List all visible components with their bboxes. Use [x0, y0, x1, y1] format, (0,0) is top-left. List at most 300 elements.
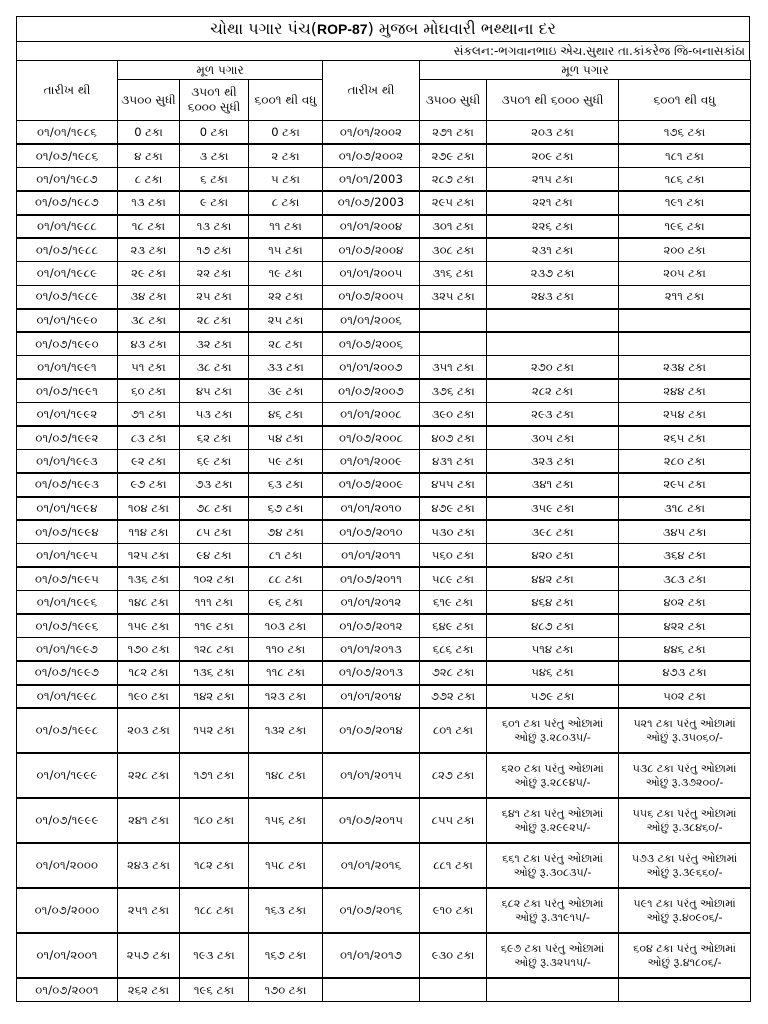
rate-above-6000-left-cell: ૧૩૨ ટકા [249, 708, 323, 753]
rate-upto-3500-left-cell: ૩૮ ટકા [118, 309, 180, 333]
rate-above-6000-left-cell: ૧૭૦ ટકા [249, 978, 323, 1002]
rate-3501-6000-left-cell: ૪૫ ટકા [180, 379, 249, 403]
date-left-cell: ૦૧/૦૧/૧૯૯૫ [17, 544, 118, 568]
rate-upto-3500-left-cell: ૧૧૪ ટકા [118, 520, 180, 544]
rate-above-6000-right-cell: ૩૮૩ ટકા [619, 567, 751, 591]
date-left-cell: ૦૧/૦૧/૧૯૮૬ [17, 121, 118, 145]
rate-3501-6000-right-cell: ૨૩૧ ટકા [487, 238, 619, 262]
rate-upto-3500-left-cell: ૧૩૬ ટકા [118, 567, 180, 591]
date-left-cell: ૦૧/૦૧/૧૯૯૨ [17, 403, 118, 427]
rate-upto-3500-left-cell: ૨૨૮ ટકા [118, 753, 180, 798]
table-row [17, 238, 751, 262]
rate-above-6000-left-cell: ૩૩ ટકા [249, 356, 323, 380]
table-body [17, 121, 751, 1002]
date-right-cell: ૦૧/૦૭/૨૦૧૪ [323, 708, 420, 753]
rate-above-6000-right-cell: ૨૩૪ ટકા [619, 356, 751, 380]
rate-upto-3500-right-cell: ૨૮૭ ટકા [420, 168, 487, 192]
rate-above-6000-left-cell: ૧૫૮ ટકા [249, 843, 323, 888]
table-header [17, 61, 751, 121]
rate-above-6000-left-cell: ૬૩ ટકા [249, 473, 323, 497]
rate-above-6000-left-cell: ૧૬૩ ટકા [249, 888, 323, 933]
rate-above-6000-right-cell: ૨૮૦ ટકા [619, 450, 751, 474]
rate-3501-6000-right-cell [487, 708, 619, 753]
rate-upto-3500-left-cell: ૪ ટકા [118, 144, 180, 168]
date-right-cell: ૦૧/૦૧/૨૦૧૦ [323, 497, 420, 521]
rate-3501-6000-left-cell: ૭૩ ટકા [180, 473, 249, 497]
table-row [17, 520, 751, 544]
date-right-cell: ૦૧/૦૭/૨૦૧૨ [323, 614, 420, 638]
rate-above-6000-left-cell: ૬૭ ટકા [249, 497, 323, 521]
rate-above-6000-right-cell [619, 708, 751, 753]
rate-note-line-1: ૬૨૦ ટકા પરંતુ ઓછામાં [501, 761, 604, 775]
table-row [17, 168, 751, 192]
rate-3501-6000-left-cell: ૨૨ ટકા [180, 262, 249, 286]
table-row [17, 473, 751, 497]
rate-above-6000-right-cell: ૩૬૪ ટકા [619, 544, 751, 568]
rate-upto-3500-left-cell: ૧૦૪ ટકા [118, 497, 180, 521]
date-left-cell: ૦૧/૦૭/૧૯૯૮ [17, 708, 118, 753]
rate-3501-6000-left-cell: ૬ ટકા [180, 168, 249, 192]
rate-upto-3500-right-cell: ૪૫૫ ટકા [420, 473, 487, 497]
date-right-cell: ૦૧/૦૭/૨૦૧૬ [323, 888, 420, 933]
date-left-cell: ૦૧/૦૧/૧૯૯૭ [17, 638, 118, 662]
date-left-cell: ૦૧/૦૧/૧૯૯૬ [17, 591, 118, 615]
table-row [17, 285, 751, 309]
date-left-cell: ૦૧/૦૧/૧૯૮૯ [17, 262, 118, 286]
rate-upto-3500-left-cell: ૫૧ ટકા [118, 356, 180, 380]
date-right-cell: ૦૧/૦૭/૨૦૧૩ [323, 661, 420, 685]
rate-above-6000-left-cell: ૫ ટકા [249, 168, 323, 192]
date-right-cell: ૦૧/૦૧/૨૦૦૮ [323, 403, 420, 427]
rate-upto-3500-left-cell: ૧૭૦ ટકા [118, 638, 180, 662]
date-left-cell: ૦૧/૦૧/૨૦૦૦ [17, 843, 118, 888]
rate-note-line-1: ૫૨૧ ટકા પરંતુ ઓછામાં [633, 716, 736, 730]
table-row [17, 356, 751, 380]
date-right-cell: ૦૧/૦૧/૨૦૦૬ [323, 309, 420, 333]
rate-note-line-1: ૬૦૪ ટકા પરંતુ ઓછામાં [633, 941, 736, 955]
rate-3501-6000-left-cell: ૧૧૧ ટકા [180, 591, 249, 615]
rate-upto-3500-left-cell: ૮ ટકા [118, 168, 180, 192]
rate-above-6000-right-cell [619, 798, 751, 843]
rate-upto-3500-left-cell: ૮૩ ટકા [118, 426, 180, 450]
table-row [17, 215, 751, 239]
date-right-cell: ૦૧/૦૧/૨૦૧૪ [323, 685, 420, 709]
date-right-cell: ૦૧/૦૧/૨૦૧૫ [323, 753, 420, 798]
rate-above-6000-right-cell: ૩૪૫ ટકા [619, 520, 751, 544]
rate-3501-6000-right-cell [487, 753, 619, 798]
rate-upto-3500-right-cell: ૨૯૫ ટકા [420, 191, 487, 215]
rate-above-6000-left-cell: ૯૬ ટકા [249, 591, 323, 615]
rate-3501-6000-right-cell [487, 843, 619, 888]
rate-above-6000-left-cell: ૩૯ ટકા [249, 379, 323, 403]
rate-upto-3500-right-cell: ૫૮૯ ટકા [420, 567, 487, 591]
rate-3501-6000-left-cell: ૩૮ ટકા [180, 356, 249, 380]
table-row [17, 426, 751, 450]
rate-3501-6000-left-cell: ૬૯ ટકા [180, 450, 249, 474]
rate-above-6000-right-cell: ૪૭૩ ટકા [619, 661, 751, 685]
date-left-cell: ૦૧/૦૧/૧૯૯૧ [17, 356, 118, 380]
table-row [17, 191, 751, 215]
date-left-cell: ૦૧/૦૭/૧૯૯૪ [17, 520, 118, 544]
rate-upto-3500-right-cell: ૭૨૮ ટકા [420, 661, 487, 685]
rate-upto-3500-right-cell: ૨૭૯ ટકા [420, 144, 487, 168]
rate-above-6000-left-cell: ૮ ટકા [249, 191, 323, 215]
date-left-cell: ૦૧/૦૭/૨૦૦૦ [17, 888, 118, 933]
rate-upto-3500-right-cell: ૬૪૯ ટકા [420, 614, 487, 638]
rate-above-6000-left-cell: ૧૧ ટકા [249, 215, 323, 239]
header-base-pay-left: મૂળ પગાર [118, 61, 323, 80]
rate-upto-3500-right-cell: ૮૦૧ ટકા [420, 708, 487, 753]
rate-upto-3500-right-cell: ૩૨૫ ટકા [420, 285, 487, 309]
rate-note-line-1: ૫૭૩ ટકા પરંતુ ઓછામાં [631, 851, 738, 865]
rate-upto-3500-left-cell: ૧૪૮ ટકા [118, 591, 180, 615]
rate-3501-6000-left-cell: ૧૯૩ ટકા [180, 933, 249, 978]
table-row [17, 685, 751, 709]
rate-above-6000-right-cell: ૨૦૫ ટકા [619, 262, 751, 286]
header-upto-3500-right: ૩૫૦૦ સુધી [420, 80, 487, 121]
rate-above-6000-left-cell: ૧૬૭ ટકા [249, 933, 323, 978]
rate-above-6000-left-cell: ૧૯ ટકા [249, 262, 323, 286]
rate-3501-6000-left-cell: ૯૪ ટકા [180, 544, 249, 568]
date-right-cell: ૦૧/૦૧/૨૦૧૨ [323, 591, 420, 615]
header-above-6000-right: ૬૦૦૧ થી વધુ [619, 80, 751, 121]
table-row [17, 638, 751, 662]
table-row [17, 708, 751, 753]
rate-3501-6000-left-cell: ૩૨ ટકા [180, 332, 249, 356]
rate-3501-6000-right-cell [487, 332, 619, 356]
rate-upto-3500-left-cell: 0 ટકા [118, 121, 180, 145]
rate-above-6000-left-cell: ૫૪ ટકા [249, 426, 323, 450]
rate-note-line-2: ઓછું રૂ.૨૯૯૨૫/- [514, 820, 591, 834]
rate-3501-6000-right-cell: ૪૮૭ ટકા [487, 614, 619, 638]
table-row [17, 309, 751, 333]
rate-above-6000-left-cell: ૮૮ ટકા [249, 567, 323, 591]
rate-upto-3500-right-cell: ૫૬૦ ટકા [420, 544, 487, 568]
rate-upto-3500-left-cell: ૨૪૧ ટકા [118, 798, 180, 843]
rate-upto-3500-right-cell: ૪૩૧ ટકા [420, 450, 487, 474]
rate-upto-3500-left-cell: ૩૪ ટકા [118, 285, 180, 309]
rate-3501-6000-left-cell: ૨૮ ટકા [180, 309, 249, 333]
rate-3501-6000-left-cell: ૨૫ ટકા [180, 285, 249, 309]
rate-above-6000-right-cell: ૪૦૨ ટકા [619, 591, 751, 615]
rate-above-6000-left-cell: ૧૨૩ ટકા [249, 685, 323, 709]
table-row [17, 614, 751, 638]
rate-note-line-2: ઓછું રૂ.૩૯૬૬૦/- [646, 865, 723, 879]
rate-above-6000-right-cell: ૨૯૫ ટકા [619, 473, 751, 497]
date-left-cell: ૦૧/૦૧/૧૯૯૦ [17, 309, 118, 333]
date-right-cell: ૦૧/૦૧/૨૦૦૨ [323, 121, 420, 145]
rate-above-6000-left-cell: ૧૫ ટકા [249, 238, 323, 262]
rate-above-6000-left-cell: ૨૮ ટકા [249, 332, 323, 356]
rate-3501-6000-right-cell [487, 309, 619, 333]
rate-upto-3500-left-cell: ૧૮૨ ટકા [118, 661, 180, 685]
rate-3501-6000-right-cell [487, 933, 619, 978]
rate-upto-3500-right-cell: ૮૮૧ ટકા [420, 843, 487, 888]
rate-upto-3500-right-cell: ૬૮૬ ટકા [420, 638, 487, 662]
date-right-cell: ૦૧/૦૭/૨૦૦૯ [323, 473, 420, 497]
date-right-cell: ૦૧/૦૧/૨૦૦૭ [323, 356, 420, 380]
rate-upto-3500-right-cell: ૬૧૯ ટકા [420, 591, 487, 615]
date-right-cell: ૦૧/૦૭/૨૦૧૫ [323, 798, 420, 843]
rate-note-line-1: ૬૦૧ ટકા પરંતુ ઓછામાં [501, 716, 604, 730]
rate-3501-6000-right-cell: ૨૧૫ ટકા [487, 168, 619, 192]
table-row [17, 567, 751, 591]
rate-above-6000-right-cell: ૨૫૪ ટકા [619, 403, 751, 427]
rate-upto-3500-right-cell: ૯૧૦ ટકા [420, 888, 487, 933]
date-right-cell: ૦૧/૦૧/૨૦૧૧ [323, 544, 420, 568]
rate-above-6000-right-cell: ૨૬૫ ટકા [619, 426, 751, 450]
rate-upto-3500-right-cell: ૪૭૯ ટકા [420, 497, 487, 521]
rate-note-line-2: ઓછું રૂ.૨૮૯૪૫/- [514, 775, 591, 789]
rate-3501-6000-left-cell: ૧૭ ટકા [180, 238, 249, 262]
rate-above-6000-right-cell [619, 933, 751, 978]
rate-3501-6000-right-cell: ૨૯૩ ટકા [487, 403, 619, 427]
rate-3501-6000-left-cell: ૧૫૨ ટકા [180, 708, 249, 753]
rate-upto-3500-right-cell: ૩૦૮ ટકા [420, 238, 487, 262]
table-row [17, 843, 751, 888]
table-row [17, 888, 751, 933]
rate-3501-6000-left-cell: ૧૮૮ ટકા [180, 888, 249, 933]
date-right-cell: ૦૧/૦૧/2003 [323, 168, 420, 192]
rate-upto-3500-left-cell: ૧૯૦ ટકા [118, 685, 180, 709]
rate-above-6000-left-cell: ૫૯ ટકા [249, 450, 323, 474]
rate-upto-3500-right-cell: ૫૩૦ ટકા [420, 520, 487, 544]
rate-note-line-2: ઓછું રૂ.૪૦૯૦૬/- [646, 910, 723, 924]
rate-above-6000-right-cell: ૧૯૬ ટકા [619, 215, 751, 239]
rate-above-6000-left-cell: ૧૦૩ ટકા [249, 614, 323, 638]
date-left-cell: ૦૧/૦૭/૧૯૮૭ [17, 191, 118, 215]
rate-upto-3500-left-cell: ૨૩ ટકા [118, 238, 180, 262]
date-right-cell: ૦૧/૦૧/૨૦૧૬ [323, 843, 420, 888]
rate-note-line-1: ૫૩૮ ટકા પરંતુ ઓછામાં [632, 761, 737, 775]
rate-3501-6000-right-cell: ૩૪૧ ટકા [487, 473, 619, 497]
date-left-cell: ૦૧/૦૧/૧૯૮૭ [17, 168, 118, 192]
rate-note-line-2: ઓછું રૂ.૪૧૮૦૬/- [647, 955, 722, 969]
date-right-cell: ૦૧/૦૭/૨૦૧૧ [323, 567, 420, 591]
rate-note-line-2: ઓછું રૂ.૨૮૦૩૫/- [514, 730, 591, 744]
rate-3501-6000-right-cell: ૨૦૯ ટકા [487, 144, 619, 168]
rate-above-6000-left-cell: ૪૬ ટકા [249, 403, 323, 427]
rate-3501-6000-left-cell: ૧૧૯ ટકા [180, 614, 249, 638]
rate-3501-6000-right-cell: ૫૧૪ ટકા [487, 638, 619, 662]
compiler-credit: સંકલન:-ભગવાનભાઇ એચ.સુથાર તા.કાંકરેજ જિ-બનાસકાંઠા [16, 41, 750, 60]
rate-3501-6000-right-cell: ૩૯૮ ટકા [487, 520, 619, 544]
header-upto-3500-left: ૩૫૦૦ સુધી [118, 80, 180, 121]
rate-3501-6000-right-cell: ૨૭૦ ટકા [487, 356, 619, 380]
rate-upto-3500-left-cell: ૯૭ ટકા [118, 473, 180, 497]
date-right-cell: ૦૧/૦૧/૨૦૧૭ [323, 933, 420, 978]
rate-upto-3500-left-cell: ૨૯ ટકા [118, 262, 180, 286]
rate-upto-3500-left-cell: ૧૮ ટકા [118, 215, 180, 239]
date-left-cell: ૦૧/૦૧/૧૯૯૪ [17, 497, 118, 521]
date-right-cell: ૦૧/૦૭/૨૦૦૭ [323, 379, 420, 403]
rate-upto-3500-left-cell: ૪૩ ટકા [118, 332, 180, 356]
table-row [17, 661, 751, 685]
title-rop-code: ROP-87 [317, 21, 368, 37]
rate-note-line-2: ઓછું રૂ.૩૧૯૧૫/- [515, 910, 590, 924]
rate-3501-6000-left-cell: ૧૨૮ ટકા [180, 638, 249, 662]
rate-3501-6000-left-cell: ૯ ટકા [180, 191, 249, 215]
rate-3501-6000-right-cell: ૨૦૩ ટકા [487, 121, 619, 145]
header-3501-6000-left: ૩૫૦૧ થી ૬૦૦૦ સુધી [180, 80, 249, 121]
date-left-cell: ૦૧/૦૭/૧૯૯૫ [17, 567, 118, 591]
title-text-2: ) મુજબ મોઘવારી ભથ્થાના દર [367, 19, 556, 38]
rate-above-6000-right-cell: ૪૪૬ ટકા [619, 638, 751, 662]
rate-3501-6000-right-cell [487, 888, 619, 933]
date-left-cell: ૦૧/૦૭/૧૯૯૧ [17, 379, 118, 403]
rate-upto-3500-right-cell: ૩૦૧ ટકા [420, 215, 487, 239]
rate-upto-3500-left-cell: ૧૨૫ ટકા [118, 544, 180, 568]
table-row [17, 591, 751, 615]
date-left-cell: ૦૧/૦૭/૧૯૮૮ [17, 238, 118, 262]
table-row [17, 121, 751, 145]
rate-upto-3500-right-cell: ૭૭૨ ટકા [420, 685, 487, 709]
rate-3501-6000-left-cell: ૧૮૦ ટકા [180, 798, 249, 843]
table-row [17, 978, 751, 1002]
date-right-cell: ૦૧/૦૭/2003 [323, 191, 420, 215]
rate-note-line-2: ઓછું રૂ.૩૮૪૬૦/- [646, 820, 723, 834]
rate-3501-6000-right-cell: ૨૨૧ ટકા [487, 191, 619, 215]
date-left-cell: ૦૧/૦૭/૧૯૯૨ [17, 426, 118, 450]
rate-upto-3500-left-cell: ૨૫૧ ટકા [118, 888, 180, 933]
date-right-cell: ૦૧/૦૭/૨૦૦૬ [323, 332, 420, 356]
rate-upto-3500-left-cell: ૬૦ ટકા [118, 379, 180, 403]
rate-3501-6000-right-cell: ૨૩૭ ટકા [487, 262, 619, 286]
date-left-cell: ૦૧/૦૭/૧૯૯૩ [17, 473, 118, 497]
rate-upto-3500-right-cell [420, 332, 487, 356]
rate-note-line-1: ૫૫૬ ટકા પરંતુ ઓછામાં [632, 806, 737, 820]
rate-above-6000-right-cell [619, 888, 751, 933]
rate-above-6000-right-cell: ૧૮૧ ટકા [619, 144, 751, 168]
rate-upto-3500-left-cell: ૯૨ ટકા [118, 450, 180, 474]
title-text-1: ચોથા પગાર પંચ( [210, 19, 317, 38]
rate-3501-6000-left-cell: 0 ટકા [180, 121, 249, 145]
rate-3501-6000-left-cell: ૭૮ ટકા [180, 497, 249, 521]
date-right-cell: ૦૧/૦૭/૨૦૦૫ [323, 285, 420, 309]
rate-3501-6000-right-cell: ૪૬૪ ટકા [487, 591, 619, 615]
date-right-cell: ૦૧/૦૭/૨૦૦૨ [323, 144, 420, 168]
date-left-cell: ૦૧/૦૭/૧૯૯૯ [17, 798, 118, 843]
date-left-cell: ૦૧/૦૭/૧૯૯૬ [17, 614, 118, 638]
date-left-cell: ૦૧/૦૧/૨૦૦૧ [17, 933, 118, 978]
rate-3501-6000-left-cell: ૧૩ ટકા [180, 215, 249, 239]
rate-note-line-1: ૫૯૧ ટકા પરંતુ ઓછામાં [633, 896, 736, 910]
table-row [17, 450, 751, 474]
table-row [17, 403, 751, 427]
rate-3501-6000-left-cell: ૫૩ ટકા [180, 403, 249, 427]
rate-upto-3500-left-cell: ૧૫૯ ટકા [118, 614, 180, 638]
rate-above-6000-left-cell: ૧૧૦ ટકા [249, 638, 323, 662]
rate-3501-6000-right-cell: ૩૦૫ ટકા [487, 426, 619, 450]
rate-above-6000-left-cell: ૧૫૬ ટકા [249, 798, 323, 843]
da-rate-sheet [16, 16, 750, 1002]
rate-3501-6000-left-cell: ૧૯૬ ટકા [180, 978, 249, 1002]
date-left-cell: ૦૧/૦૭/૧૯૯૦ [17, 332, 118, 356]
rate-3501-6000-left-cell: ૬૨ ટકા [180, 426, 249, 450]
rate-note-line-1: ૬૯૭ ટકા પરંતુ ઓછામાં [500, 941, 605, 955]
rate-above-6000-right-cell [619, 843, 751, 888]
date-left-cell: ૦૧/૦૭/૨૦૦૧ [17, 978, 118, 1002]
date-right-cell: ૦૧/૦૭/૨૦૦૮ [323, 426, 420, 450]
rate-3501-6000-right-cell: ૫૭૯ ટકા [487, 685, 619, 709]
rate-upto-3500-right-cell: ૨૭૧ ટકા [420, 121, 487, 145]
rate-above-6000-right-cell: ૫૦૨ ટકા [619, 685, 751, 709]
rate-upto-3500-right-cell [420, 309, 487, 333]
rate-note-line-2: ઓછું રૂ.૩૨૫૧૫/- [514, 955, 591, 969]
rate-3501-6000-left-cell: ૧૪૨ ટકા [180, 685, 249, 709]
rate-above-6000-left-cell: ૨૫ ટકા [249, 309, 323, 333]
rate-above-6000-right-cell: ૨૪૪ ટકા [619, 379, 751, 403]
rate-3501-6000-right-cell: ૨૪૩ ટકા [487, 285, 619, 309]
rate-above-6000-right-cell [619, 309, 751, 333]
rate-upto-3500-left-cell: ૨૫૭ ટકા [118, 933, 180, 978]
rate-3501-6000-left-cell: ૧૮૨ ટકા [180, 843, 249, 888]
rate-above-6000-right-cell: ૨૧૧ ટકા [619, 285, 751, 309]
rate-note-line-2: ઓછું રૂ.૩૫૦૬૦/- [646, 730, 724, 744]
rate-above-6000-right-cell: ૧૮૬ ટકા [619, 168, 751, 192]
date-left-cell: ૦૧/૦૧/૧૯૯૯ [17, 753, 118, 798]
empty-cell [420, 978, 487, 1002]
date-left-cell: ૦૧/૦૭/૧૯૮૬ [17, 144, 118, 168]
rate-above-6000-right-cell: ૧૯૧ ટકા [619, 191, 751, 215]
table-row [17, 798, 751, 843]
date-left-cell: ૦૧/૦૧/૧૯૯૩ [17, 450, 118, 474]
rate-3501-6000-right-cell: ૩૨૩ ટકા [487, 450, 619, 474]
empty-cell [619, 978, 751, 1002]
rate-above-6000-right-cell: ૨૦૦ ટકા [619, 238, 751, 262]
rate-above-6000-right-cell [619, 332, 751, 356]
da-rate-table [16, 60, 751, 1002]
rate-upto-3500-right-cell: ૩૫૧ ટકા [420, 356, 487, 380]
rate-3501-6000-right-cell [487, 798, 619, 843]
header-base-pay-right: મૂળ પગાર [420, 61, 751, 80]
rate-3501-6000-left-cell: ૮૫ ટકા [180, 520, 249, 544]
header-date-right: તારીખ થી [323, 61, 420, 121]
date-right-cell: ૦૧/૦૭/૨૦૦૪ [323, 238, 420, 262]
rate-above-6000-left-cell: ૨૨ ટકા [249, 285, 323, 309]
rate-3501-6000-left-cell: ૩ ટકા [180, 144, 249, 168]
table-row [17, 332, 751, 356]
rate-above-6000-left-cell: 0 ટકા [249, 121, 323, 145]
rate-note-line-2: ઓછું રૂ.૩૭૨૦૦/- [645, 775, 724, 789]
date-right-cell: ૦૧/૦૧/૨૦૦૯ [323, 450, 420, 474]
rate-3501-6000-right-cell: ૪૪૨ ટકા [487, 567, 619, 591]
empty-cell [487, 978, 619, 1002]
rate-3501-6000-right-cell: ૩૫૯ ટકા [487, 497, 619, 521]
date-right-cell: ૦૧/૦૧/૨૦૦૫ [323, 262, 420, 286]
table-row [17, 144, 751, 168]
header-date-left: તારીખ થી [17, 61, 118, 121]
date-left-cell: ૦૧/૦૭/૧૯૮૯ [17, 285, 118, 309]
rate-upto-3500-left-cell: ૧૩ ટકા [118, 191, 180, 215]
rate-3501-6000-right-cell: ૨૨૬ ટકા [487, 215, 619, 239]
rate-above-6000-left-cell: ૧૪૮ ટકા [249, 753, 323, 798]
rate-above-6000-right-cell: ૧૭૬ ટકા [619, 121, 751, 145]
rate-above-6000-left-cell: ૧૧૮ ટકા [249, 661, 323, 685]
rate-note-line-1: ૬૬૧ ટકા પરંતુ ઓછામાં [502, 851, 603, 865]
date-right-cell: ૦૧/૦૧/૨૦૧૩ [323, 638, 420, 662]
rate-above-6000-right-cell: ૪૨૨ ટકા [619, 614, 751, 638]
rate-upto-3500-right-cell: ૩૭૬ ટકા [420, 379, 487, 403]
empty-cell [323, 978, 420, 1002]
rate-upto-3500-right-cell: ૪૦૭ ટકા [420, 426, 487, 450]
rate-above-6000-left-cell: ૭૪ ટકા [249, 520, 323, 544]
rate-note-line-1: ૬૪૧ ટકા પરંતુ ઓછામાં [501, 806, 604, 820]
table-row [17, 497, 751, 521]
rate-3501-6000-left-cell: ૧૦૨ ટકા [180, 567, 249, 591]
table-row [17, 753, 751, 798]
date-left-cell: ૦૧/૦૧/૧૯૯૮ [17, 685, 118, 709]
